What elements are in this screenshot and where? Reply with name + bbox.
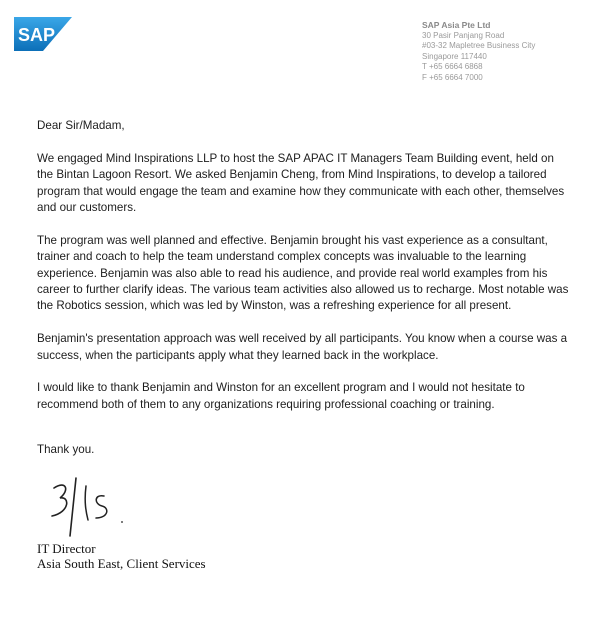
phone-number: T +65 6664 6868: [422, 62, 483, 71]
signer-title: IT Director: [37, 541, 96, 556]
paragraph-program: The program was well planned and effective. Benjamin brought his vast experience as a consultant, trainer and coach to help the team understand complex concepts was invaluable to the learning experience. Benjamin was also able to read his audience, and provide real world examples from his career to further clarify ideas. The various team activities also allowed us to recharge. Most notable was the Robotics session, which was led by Winston, was a refreshing experience for all present.: [37, 233, 569, 313]
salutation: Dear Sir/Madam,: [37, 119, 125, 132]
address-line: #03-32 Mapletree Business City: [422, 41, 536, 50]
signature-block: [37, 541, 206, 571]
paragraph-thanks: I would like to thank Benjamin and Winston for an excellent program and I would not hesitate to recommend both of them to any organizations requiring professional coaching or training.: [37, 381, 525, 411]
company-address-block: [422, 20, 535, 83]
sap-logo: [14, 17, 72, 51]
handwritten-signature: [40, 472, 140, 542]
signer-department: Asia South East, Client Services: [37, 556, 206, 571]
paragraph-engagement: We engaged Mind Inspirations LLP to host the SAP APAC IT Managers Team Building event, held on the Bintan Lagoon Resort. We asked Benjamin Cheng, from Mind Inspirations, to develop a tailored program that would engage the team and examine how they communicate with each other, themselves and our customers.: [37, 151, 565, 215]
closing-line: Thank you.: [37, 443, 95, 456]
address-line: Singapore 117440: [422, 51, 487, 61]
fax-number: F +65 6664 7000: [422, 72, 483, 82]
address-line: 30 Pasir Panjang Road: [422, 30, 505, 40]
letter-body: [37, 118, 573, 430]
paragraph-presentation: Benjamin's presentation approach was well received by all participants. You know when a course was a success, when the participants apply what they learned back in the workplace.: [37, 332, 568, 362]
company-name: SAP Asia Pte Ltd: [422, 20, 491, 30]
logo-text: SAP: [18, 25, 56, 45]
